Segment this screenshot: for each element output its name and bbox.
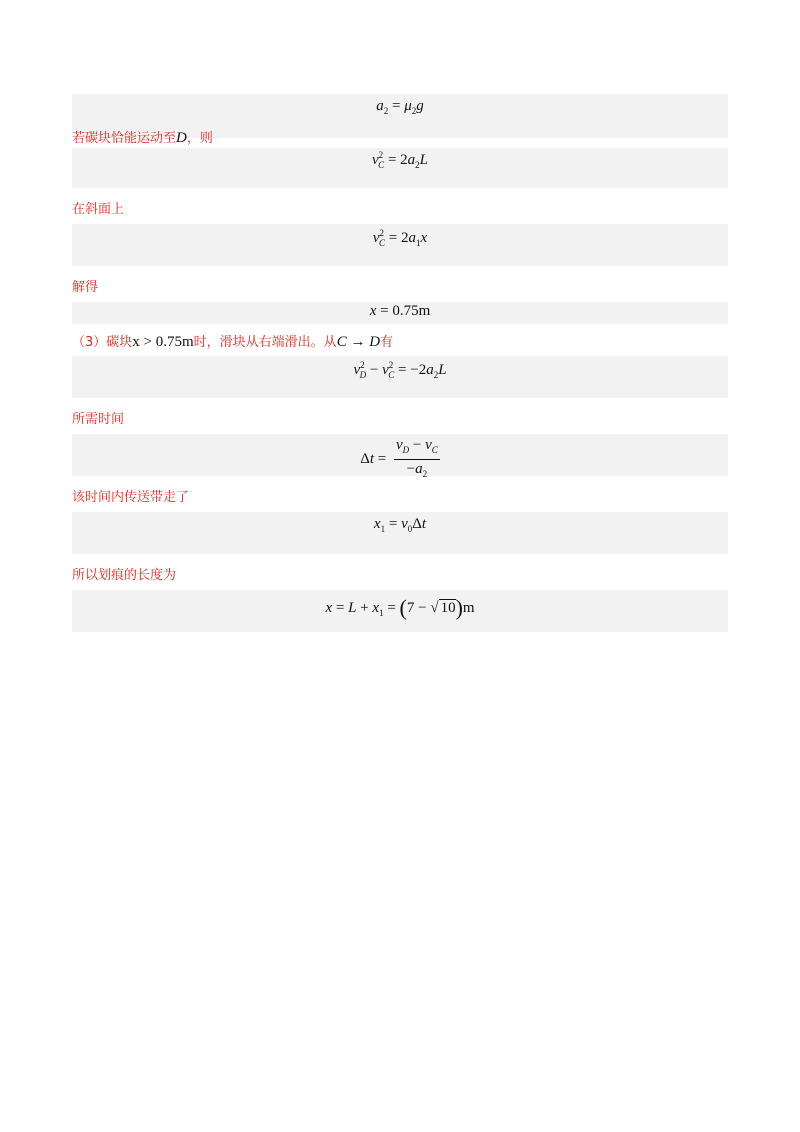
equation-delta-t: Δt = $\frac{v_D - v_C}{-a_2}$	[72, 434, 728, 476]
equation-a2: $a_2 = \mu_2g$	[72, 94, 728, 138]
equation-scratch-length: $x = L + x_1 = (7$ − √ 10)m	[72, 590, 728, 632]
equation-vd-vc: $v^2_D - v^2_C = -2a_2L$	[72, 356, 728, 398]
equation-x-value: x = 0.75m	[72, 302, 728, 324]
equation-vc-squared-belt: $v^2_C = 2a_2L$	[72, 148, 728, 188]
label-time-needed: 所需时间	[72, 412, 125, 427]
label-reach-d: 若碳块恰能运动至D，则	[72, 130, 213, 146]
label-part3: （3）碳块x > 0.75m时，滑块从右端滑出。从C → D有	[72, 334, 394, 350]
equation-x1: $x_1 = v_0\Delta t$	[72, 512, 728, 554]
label-on-slope: 在斜面上	[72, 202, 125, 217]
label-solve: 解得	[72, 280, 99, 295]
equation-vc-squared-slope: $v^2_C = 2a_1x$	[72, 224, 728, 266]
label-scratch-length: 所以划痕的长度为	[72, 568, 177, 583]
solution-content	[72, 94, 728, 632]
label-belt-moved: 该时间内传送带走了	[72, 490, 190, 505]
